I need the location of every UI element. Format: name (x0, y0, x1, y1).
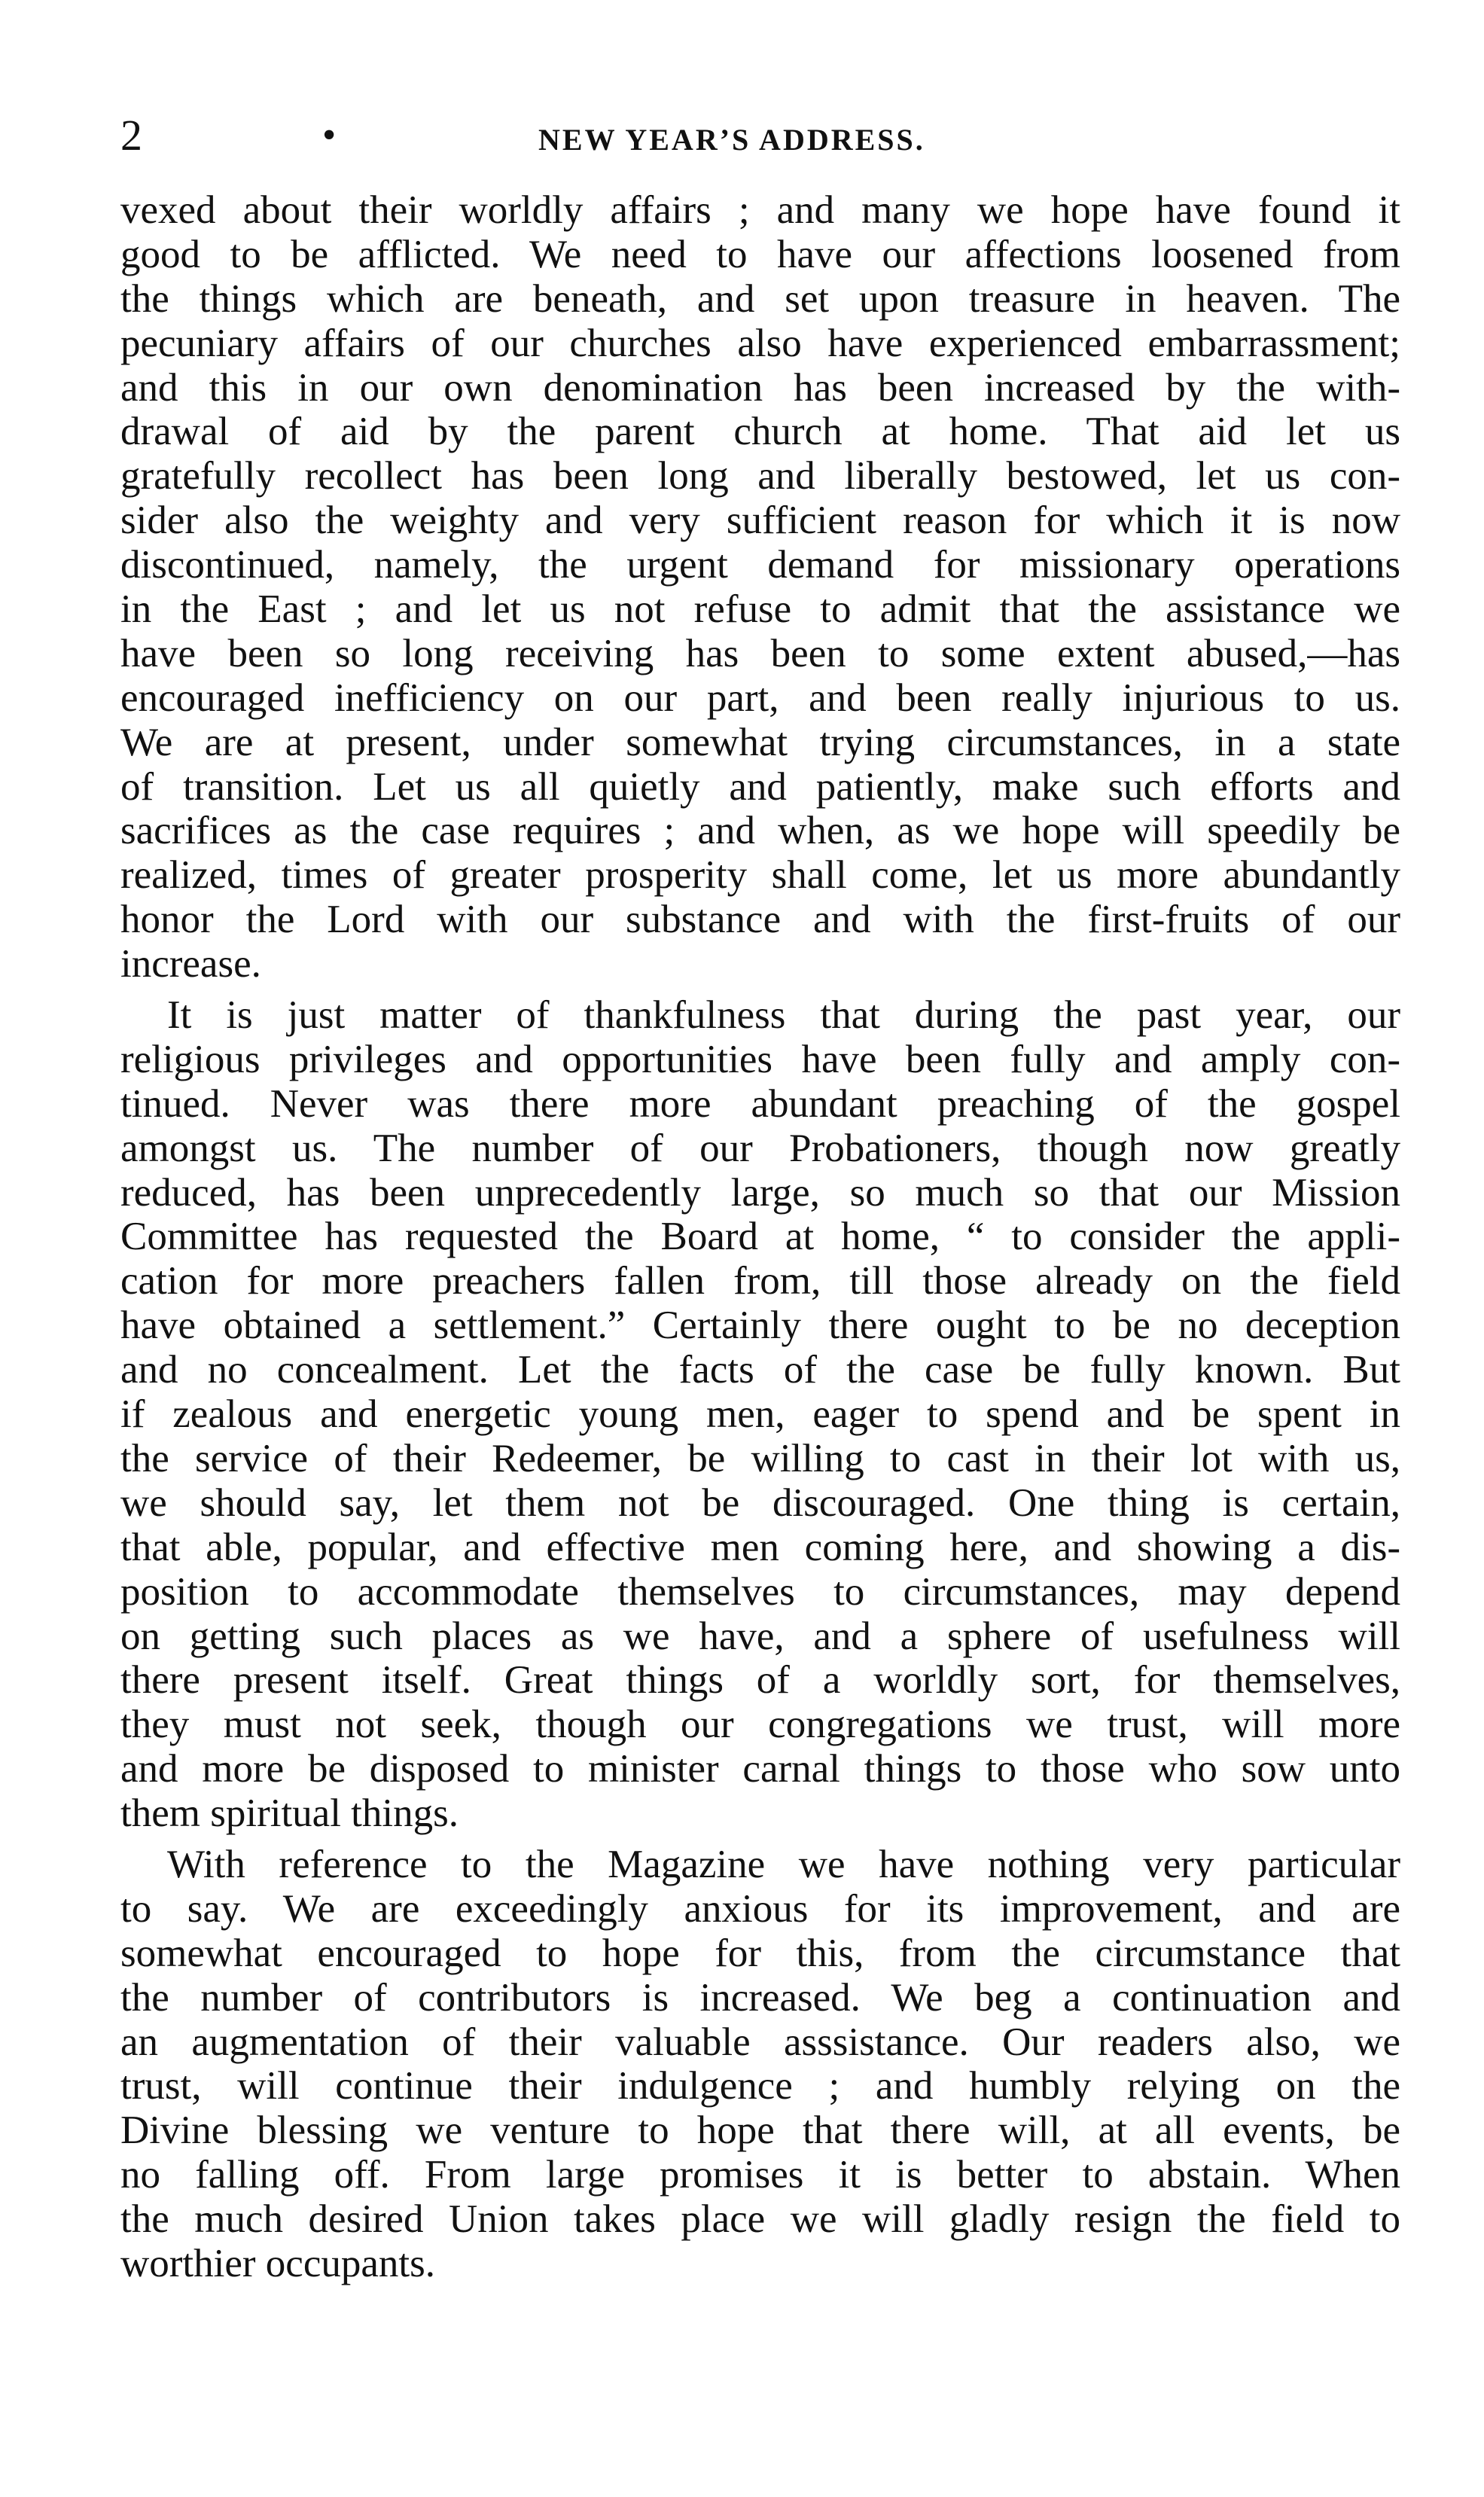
text-line: amongst us. The number of our Probationers, though now greatly (120, 1126, 1400, 1170)
paragraph-1 (120, 188, 1400, 986)
text-line: honor the Lord with our substance and with the first-fruits of our (120, 898, 1400, 942)
text-line: cation for more preachers fallen from, till those already on the field (120, 1259, 1400, 1303)
text-line: on getting such places as we have, and a sphere of usefulness will (120, 1614, 1400, 1658)
text-line: the service of their Redeemer, be willing to cast in their lot with us, (120, 1436, 1400, 1480)
paragraph-gap (120, 986, 1400, 993)
text-line: With reference to the Magazine we have nothing very particular (167, 1842, 1400, 1886)
text-line: there present itself. Great things of a worldly sort, for themselves, (120, 1658, 1400, 1703)
text-line: and more be disposed to minister carnal things to those who sow unto (120, 1747, 1400, 1791)
text-line: we should say, let them not be discouraged. One thing is certain, (120, 1480, 1400, 1525)
text-line: worthier occupants. (120, 2241, 435, 2285)
text-line: It is just matter of thankfulness that during the past year, our (167, 993, 1400, 1038)
text-line: if zealous and energetic young men, eager to spend and be spent in (120, 1392, 1400, 1437)
text-line: and this in our own denomination has been increased by the with- (120, 365, 1400, 410)
text-line: an augmentation of their valuable asssistance. Our readers also, we (120, 2020, 1400, 2064)
text-line: drawal of aid by the parent church at home. That aid let us (120, 410, 1400, 454)
text-line: encouraged inefficiency on our part, and been really injurious to us. (120, 675, 1400, 720)
text-line: and no concealment. Let the facts of the case be fully known. But (120, 1348, 1400, 1392)
text-line: position to accommodate themselves to circumstances, may depend (120, 1569, 1400, 1614)
text-line: pecuniary affairs of our churches also have experienced embarrassment; (120, 321, 1400, 365)
text-line: discontinued, namely, the urgent demand for missionary operations (120, 543, 1400, 587)
text-line: that able, popular, and effective men coming here, and showing a dis- (120, 1525, 1400, 1569)
text-line: Divine blessing we venture to hope that there will, at all events, be (120, 2108, 1400, 2153)
text-line: no falling off. From large promises it is better to abstain. When (120, 2153, 1400, 2197)
running-title: NEW YEAR’S ADDRESS. (538, 123, 925, 157)
text-line: We are at present, under somewhat trying circumstances, in a state (120, 720, 1400, 764)
text-line: realized, times of greater prosperity shall come, let us more abundantly (120, 853, 1400, 898)
text-line: have been so long receiving has been to some extent abused,—has (120, 631, 1400, 675)
running-header (120, 113, 1400, 158)
text-line: they must not seek, though our congregations we trust, will more (120, 1703, 1400, 1747)
body-text (120, 188, 1400, 2286)
text-line: the number of contributors is increased. We beg a continuation and (120, 1975, 1400, 2020)
text-line: vexed about their worldly affairs ; and many we hope have found it (120, 188, 1400, 232)
paragraph-2 (120, 993, 1400, 1836)
text-line: tinued. Never was there more abundant preaching of the gospel (120, 1081, 1400, 1126)
text-line: the things which are beneath, and set upon treasure in heaven. The (120, 276, 1400, 321)
paragraph-gap (120, 1836, 1400, 1843)
text-line: gratefully recollect has been long and liberally bestowed, let us con- (120, 454, 1400, 498)
header-dot: • (322, 114, 337, 157)
text-line: religious privileges and opportunities have been fully and amply con- (120, 1037, 1400, 1081)
text-line: increase. (120, 942, 261, 986)
text-line: sider also the weighty and very sufficient reason for which it is now (120, 498, 1400, 543)
text-line: have obtained a settlement.” Certainly there ought to be no deception (120, 1303, 1400, 1348)
text-line: good to be afflicted. We need to have our affections loosened from (120, 232, 1400, 276)
text-line: Committee has requested the Board at home, “ to consider the appli- (120, 1215, 1400, 1259)
text-line: to say. We are exceedingly anxious for its improvement, and are (120, 1886, 1400, 1931)
text-line: the much desired Union takes place we will gladly resign the field to (120, 2197, 1400, 2242)
text-line: them spiritual things. (120, 1791, 459, 1836)
text-line: in the East ; and let us not refuse to admit that the assistance we (120, 587, 1400, 632)
text-line: of transition. Let us all quietly and patiently, make such efforts and (120, 764, 1400, 809)
paragraph-3 (120, 1843, 1400, 2286)
text-line: somewhat encouraged to hope for this, from the circumstance that (120, 1931, 1400, 1975)
text-line: trust, will continue their indulgence ; and humbly relying on the (120, 2064, 1400, 2108)
text-line: sacrifices as the case requires ; and when, as we hope will speedily be (120, 809, 1400, 853)
page-number: 2 (120, 111, 142, 160)
text-line: reduced, has been unprecedently large, so much so that our Mission (120, 1170, 1400, 1215)
